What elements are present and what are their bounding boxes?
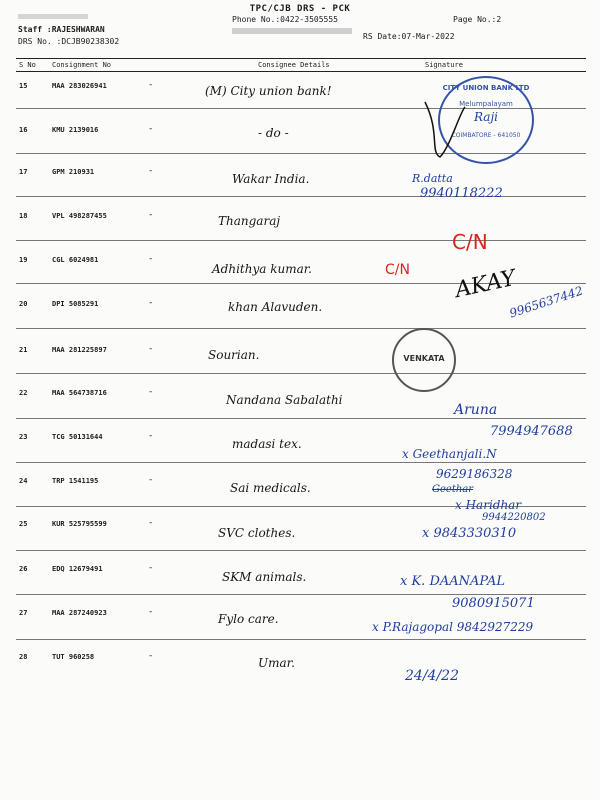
- header-rule-bottom: [16, 71, 586, 72]
- signature-r28: 24/4/22: [405, 668, 459, 684]
- row-consignee: SKM animals.: [222, 570, 307, 584]
- header-rule-top: [16, 58, 586, 59]
- courier-stamp: [392, 328, 456, 392]
- signature-r22: Aruna: [454, 402, 498, 418]
- signature-r17: R.datta: [412, 172, 453, 185]
- row-dash: -: [148, 607, 154, 617]
- header-cropped-text: [18, 14, 88, 19]
- name-r23: x Geethanjali.N: [402, 447, 497, 461]
- row-consignee: (M) City union bank!: [205, 84, 332, 98]
- row-consignee: Thangaraj: [218, 214, 281, 228]
- row-sno: 26: [19, 565, 28, 573]
- row-consignment: KUR 525795599: [52, 520, 107, 528]
- row-consignment: VPL 498287455: [52, 212, 107, 220]
- column-consignee: Consignee Details: [258, 61, 330, 69]
- rs-date: RS Date:07-Mar-2022: [363, 32, 455, 41]
- name-r26: x K. DAANAPAL: [400, 574, 505, 589]
- row-dash: -: [148, 518, 154, 528]
- red-cn-r19: C/N: [385, 262, 410, 278]
- row-separator: [16, 594, 586, 595]
- row-consignment: MAA 281225897: [52, 346, 107, 354]
- row-sno: 28: [19, 653, 28, 661]
- row-separator: [16, 328, 586, 329]
- row-consignee: Sourian.: [208, 348, 260, 362]
- row-sno: 24: [19, 477, 28, 485]
- row-sno: 23: [19, 433, 28, 441]
- row-sno: 19: [19, 256, 28, 264]
- name-r27: x P.Rajagopal 9842927229: [372, 620, 534, 634]
- row-dash: -: [148, 387, 154, 397]
- row-consignment: TUT 960258: [52, 653, 95, 661]
- row-consignee: Nandana Sabalathi: [226, 393, 343, 407]
- phone-r23: 9629186328: [436, 467, 513, 481]
- row-consignment: CGL 6024981: [52, 256, 99, 264]
- stamp-initials: Raji: [473, 110, 499, 124]
- name-r24: x Haridhar: [455, 498, 522, 512]
- stamp-branch: Melumpalayam: [459, 100, 513, 108]
- row-consignment: DPI 5085291: [52, 300, 99, 308]
- phone-r20: 9965637442: [507, 283, 585, 321]
- row-consignee: SVC clothes.: [218, 526, 296, 540]
- row-sno: 18: [19, 212, 28, 220]
- row-consignee: Umar.: [258, 656, 295, 670]
- column-signature: Signature: [425, 61, 463, 69]
- row-separator: [16, 373, 586, 374]
- row-dash: -: [148, 124, 154, 134]
- row-consignment: TRP 1541195: [52, 477, 99, 485]
- row-consignment: GPM 210931: [52, 168, 95, 176]
- row-consignment: MAA 287240923: [52, 609, 107, 617]
- row-dash: -: [148, 298, 154, 308]
- page-number: Page No.:2: [453, 15, 502, 24]
- row-dash: -: [148, 80, 154, 90]
- header-phone: Phone No.:0422-3505555: [232, 15, 338, 24]
- row-sno: 20: [19, 300, 28, 308]
- staff-name: Staff :RAJESHWARAN: [18, 25, 105, 34]
- row-dash: -: [148, 563, 154, 573]
- row-consignment: KMU 2139016: [52, 126, 99, 134]
- row-sno: 17: [19, 168, 28, 176]
- row-separator: [16, 639, 586, 640]
- row-dash: -: [148, 344, 154, 354]
- row-dash: -: [148, 475, 154, 485]
- phone-r24: 9944220802: [482, 512, 546, 523]
- row-sno: 15: [19, 82, 28, 90]
- row-consignee: - do -: [258, 126, 289, 140]
- row-consignee: Wakar India.: [232, 172, 310, 186]
- row-dash: -: [148, 210, 154, 220]
- phone-r25: x 9843330310: [422, 526, 517, 541]
- row-consignment: MAA 283026941: [52, 82, 107, 90]
- row-consignee: khan Alavuden.: [228, 300, 323, 314]
- row-separator: [16, 550, 586, 551]
- row-sno: 21: [19, 346, 28, 354]
- document-title: TPC/CJB DRS - PCK: [249, 4, 351, 14]
- row-dash: -: [148, 651, 154, 661]
- stamp-city: COIMBATORE - 641050: [451, 132, 521, 139]
- row-sno: 22: [19, 389, 28, 397]
- phone-r26: 9080915071: [452, 596, 535, 611]
- row-separator: [16, 240, 586, 241]
- row-dash: -: [148, 254, 154, 264]
- phone-r17: 9940118222: [420, 186, 503, 201]
- row-consignment: TCG 50131644: [52, 433, 103, 441]
- bank-signature-stroke: [420, 92, 500, 162]
- row-consignment: MAA 564738716: [52, 389, 107, 397]
- column-consignment: Consignment No: [52, 61, 112, 69]
- row-consignee: madasi tex.: [232, 437, 302, 451]
- row-consignee: Adhithya kumar.: [212, 262, 312, 276]
- column-sno: S No: [19, 61, 36, 69]
- red-cn-r18: C/N: [452, 230, 488, 254]
- signature-r20: AKAY: [453, 265, 518, 304]
- phone-r22: 7994947688: [490, 424, 573, 439]
- header-redacted-line: [232, 28, 352, 34]
- row-dash: -: [148, 166, 154, 176]
- stamp-bank-name: CITY UNION BANK LTD: [442, 84, 530, 92]
- row-consignee: Sai medicals.: [230, 481, 311, 495]
- courier-stamp-text: VENKATA: [403, 354, 445, 363]
- drs-number: DRS No. :DCJB90238302: [18, 37, 120, 46]
- row-separator: [16, 462, 586, 463]
- row-dash: -: [148, 431, 154, 441]
- row-sno: 25: [19, 520, 28, 528]
- row-separator: [16, 418, 586, 419]
- row-consignee: Fylo care.: [218, 612, 279, 626]
- struck-r24: Geethar: [432, 484, 474, 495]
- row-sno: 27: [19, 609, 28, 617]
- row-consignment: EDQ 12679491: [52, 565, 103, 573]
- row-sno: 16: [19, 126, 28, 134]
